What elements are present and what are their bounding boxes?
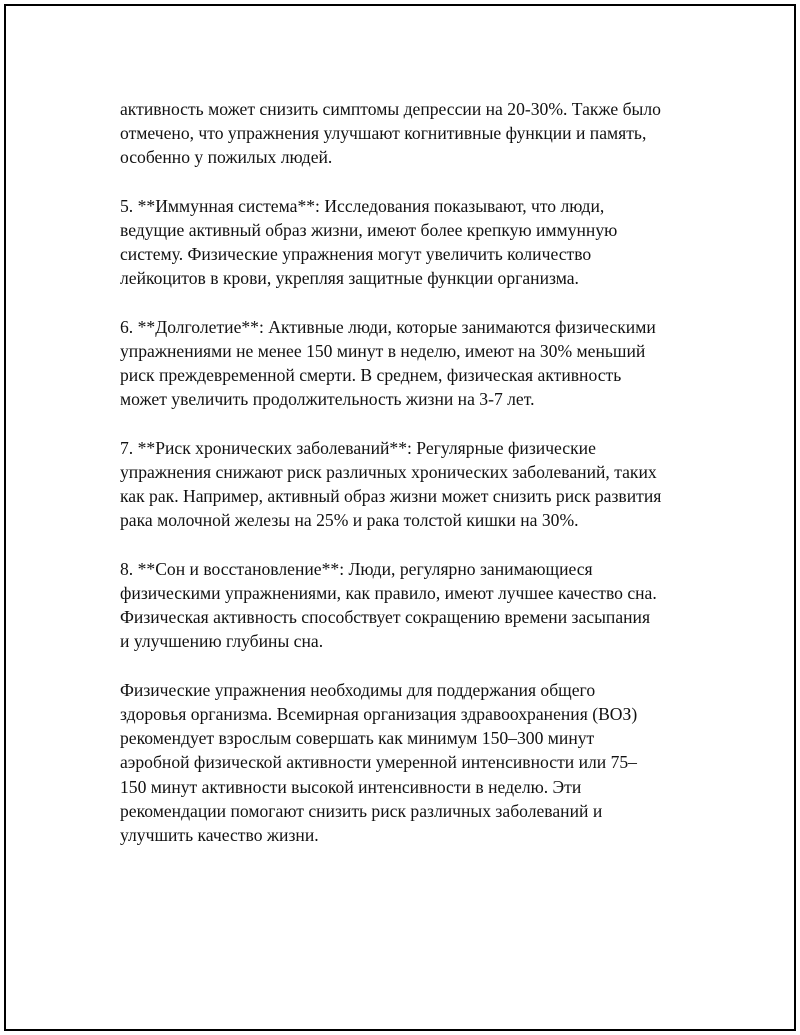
paragraph-chronic-disease-risk: 7. **Риск хронических заболеваний**: Регулярные физические упражнения снижают риск различных хронических заболеваний, таких как рак. Например, активный образ жизни может снизить риск развития рака молочной железы на 25% и рака толстой кишки на 30%. <box>120 437 662 531</box>
paragraph-sleep-recovery: 8. **Сон и восстановление**: Люди, регулярно занимающиеся физическими упражнениями, как правило, имеют лучшее качество сна. Физическая активность способствует сокращению времени засыпания и улучшению глубины сна. <box>120 558 657 652</box>
document-page <box>4 4 796 1031</box>
paragraph-longevity: 6. **Долголетие**: Активные люди, которые занимаются физическими упражнениями не менее 150 минут в неделю, имеют на 30% меньший риск преждевременной смерти. В среднем, физическая активность может увеличить продолжительность жизни на 3-7 лет. <box>120 316 656 410</box>
paragraph-depression-continuation: активность может снизить симптомы депрессии на 20-30%. Также было отмечено, что упражнения улучшают когнитивные функции и память, особенно у пожилых людей. <box>120 99 661 168</box>
paragraph-immune-system: 5. **Иммунная система**: Исследования показывают, что люди, ведущие активный образ жизни, имеют более крепкую иммунную систему. Физические упражнения могут увеличить количество лейкоцитов в крови, укрепляя защитные функции организма. <box>120 195 618 289</box>
paragraph-conclusion: Физические упражнения необходимы для поддержания общего здоровья организма. Всемирная организация здравоохранения (ВОЗ) рекомендует взрослым совершать как минимум 150–300 минут аэробной физической активности умеренной интенсивности или 75– 150 минут активности высокой интенсивности в неделю. Эти рекомендации помогают снизить риск различных заболеваний и улучшить качество жизни. <box>120 679 638 846</box>
document-body <box>120 97 710 871</box>
